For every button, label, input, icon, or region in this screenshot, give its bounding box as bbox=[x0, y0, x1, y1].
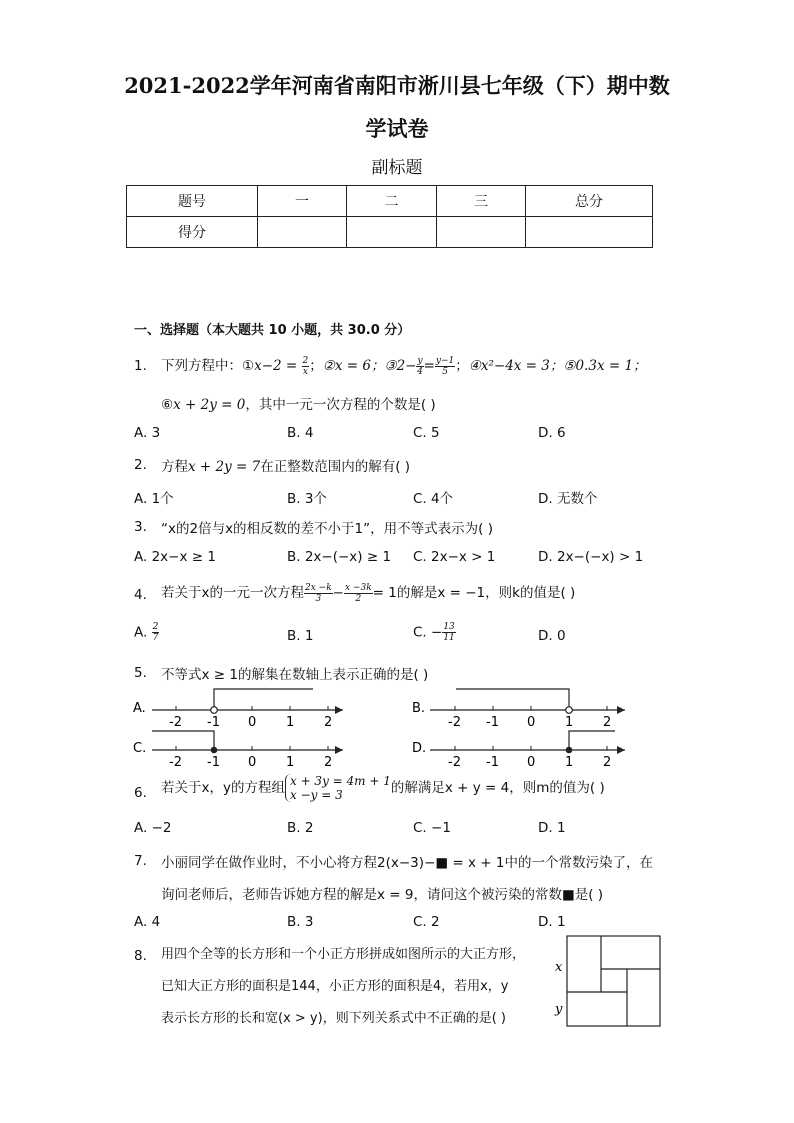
option-b[interactable]: B. 2x−(−x) ≥ 1 bbox=[287, 549, 392, 565]
option-b[interactable]: B. 1 bbox=[287, 628, 314, 644]
svg-text:2: 2 bbox=[324, 715, 333, 730]
option-d[interactable]: D. 1 bbox=[538, 914, 566, 930]
option-b-label[interactable]: B. bbox=[412, 701, 426, 716]
option-c[interactable]: C. 5 bbox=[413, 425, 440, 441]
table-cell: 总分 bbox=[526, 186, 653, 217]
option-d[interactable]: D. 6 bbox=[538, 425, 566, 441]
question-text: 下列方程中： bbox=[161, 358, 242, 374]
option-a[interactable]: A. $\frac{2}{7}$ bbox=[134, 622, 159, 643]
question-number: 7. bbox=[134, 853, 147, 869]
fraction: $\frac{2x -k}{3}$ bbox=[305, 582, 332, 604]
score-table bbox=[126, 185, 653, 248]
page-subtitle: 副标题 bbox=[371, 158, 423, 178]
svg-text:-1: -1 bbox=[207, 715, 220, 730]
question-text: 的解满足x + y = 4，则m的值为( ) bbox=[390, 780, 605, 796]
fraction: $\frac{x -3k}{2}$ bbox=[344, 582, 372, 604]
table-cell: 三 bbox=[437, 186, 526, 217]
question-number: 5. bbox=[134, 665, 147, 681]
question-6-text bbox=[161, 774, 605, 802]
question-text: 在正整数范围内的解有( ) bbox=[260, 459, 411, 475]
option-c-label[interactable]: C. bbox=[133, 741, 147, 756]
question-text: = 1的解是x = −1，则k的值是( ) bbox=[372, 585, 576, 601]
score-input-cell[interactable] bbox=[437, 217, 526, 248]
question-1-line1 bbox=[161, 354, 647, 377]
option-c[interactable]: C. 2x−x > 1 bbox=[413, 549, 496, 565]
svg-text:2: 2 bbox=[603, 755, 612, 770]
option-a[interactable]: A. −2 bbox=[134, 820, 172, 836]
svg-text:0: 0 bbox=[248, 755, 257, 770]
option-d-label[interactable]: D. bbox=[412, 741, 427, 756]
option-c[interactable]: C. 2 bbox=[413, 914, 440, 930]
fraction: $\frac{y-1}{5}$ bbox=[435, 355, 455, 377]
svg-text:0: 0 bbox=[527, 755, 536, 770]
item-mark: ⑥ bbox=[161, 397, 174, 413]
svg-text:1: 1 bbox=[565, 715, 574, 730]
option-d[interactable]: D. 无数个 bbox=[538, 491, 598, 507]
fraction: $\frac{2}{x}$ bbox=[302, 355, 309, 377]
question-text: ，其中一元一次方程的个数是( ) bbox=[245, 397, 436, 413]
option-a[interactable]: A. 1个 bbox=[134, 491, 174, 507]
question-number: 1. bbox=[134, 358, 147, 374]
option-b[interactable]: B. 3个 bbox=[287, 491, 327, 507]
question-5-text: 不等式x ≥ 1的解集在数轴上表示正确的是( ) bbox=[161, 667, 429, 683]
table-cell: 二 bbox=[347, 186, 437, 217]
question-2-text bbox=[161, 455, 410, 475]
score-input-cell[interactable] bbox=[258, 217, 347, 248]
question-number: 3. bbox=[134, 519, 147, 535]
item-mark: ① bbox=[242, 358, 255, 374]
svg-text:-2: -2 bbox=[169, 755, 182, 770]
option-a-label[interactable]: A. bbox=[133, 701, 146, 716]
svg-text:-2: -2 bbox=[448, 715, 461, 730]
question-text: 方程 bbox=[161, 459, 188, 475]
svg-text:0: 0 bbox=[527, 715, 536, 730]
option-a[interactable]: A. 3 bbox=[134, 425, 161, 441]
score-input-cell[interactable] bbox=[347, 217, 437, 248]
option-d[interactable]: D. 1 bbox=[538, 820, 566, 836]
option-a[interactable]: A. 2x−x ≥ 1 bbox=[134, 549, 216, 565]
option-d[interactable]: D. 2x−(−x) > 1 bbox=[538, 549, 644, 565]
equation-system: x + 3y = 4m + 1 x −y = 3 bbox=[285, 774, 391, 802]
option-c[interactable]: C. 4个 bbox=[413, 491, 454, 507]
number-line-b bbox=[430, 689, 625, 730]
number-line-a bbox=[152, 689, 343, 730]
svg-text:-2: -2 bbox=[169, 715, 182, 730]
score-table-header-row bbox=[127, 186, 653, 217]
section-heading: 一、选择题（本大题共 10 小题，共 30.0 分） bbox=[134, 323, 411, 338]
question-text: 若关于x，y的方程组 bbox=[161, 780, 285, 796]
svg-text:2: 2 bbox=[324, 755, 333, 770]
option-c[interactable]: C. −1 bbox=[413, 820, 451, 836]
svg-text:2: 2 bbox=[603, 715, 612, 730]
option-c[interactable]: C. − $\frac{13}{11}$ bbox=[413, 622, 455, 643]
score-table-score-row bbox=[127, 217, 653, 248]
square-figure bbox=[553, 935, 665, 1029]
question-4-text bbox=[161, 581, 575, 604]
question-number: 4. bbox=[134, 587, 147, 603]
page-title-line2: 学试卷 bbox=[365, 116, 429, 141]
question-7-line2: 询问老师后，老师告诉她方程的解是x = 9，请问这个被污染的常数■是( ) bbox=[161, 887, 604, 903]
svg-text:0: 0 bbox=[248, 715, 257, 730]
number-line-c bbox=[152, 731, 343, 770]
option-b[interactable]: B. 2 bbox=[287, 820, 314, 836]
number-line-figures bbox=[130, 685, 640, 775]
question-1-line2 bbox=[161, 393, 436, 413]
question-number: 2. bbox=[134, 457, 147, 473]
math-expr: ④x²−4x = 3； bbox=[468, 358, 564, 374]
label-y: y bbox=[555, 1002, 563, 1017]
svg-text:-1: -1 bbox=[207, 755, 220, 770]
math-expr: x + 2y = 7 bbox=[188, 459, 261, 475]
question-8-line2: 已知大正方形的面积是144，小正方形的面积是4，若用x，y bbox=[161, 979, 509, 994]
fraction: $\frac{13}{11}$ bbox=[443, 622, 455, 643]
question-number: 8. bbox=[134, 948, 147, 964]
svg-text:-2: -2 bbox=[448, 755, 461, 770]
option-b[interactable]: B. 3 bbox=[287, 914, 314, 930]
math-expr: x−2 = bbox=[254, 358, 298, 374]
question-8-line1: 用四个全等的长方形和一个小正方形拼成如图所示的大正方形， bbox=[161, 947, 526, 962]
table-cell: 得分 bbox=[127, 217, 258, 248]
separator: ； bbox=[309, 358, 323, 374]
option-d[interactable]: D. 0 bbox=[538, 628, 566, 644]
svg-text:1: 1 bbox=[565, 755, 574, 770]
option-a[interactable]: A. 4 bbox=[134, 914, 161, 930]
svg-text:1: 1 bbox=[286, 715, 295, 730]
question-text: 若关于x的一元一次方程 bbox=[161, 585, 304, 601]
svg-text:1: 1 bbox=[286, 755, 295, 770]
math-expr: x + 2y = 0 bbox=[173, 397, 246, 413]
label-x: x bbox=[555, 960, 563, 975]
math-expr: = bbox=[423, 358, 435, 374]
math-expr: ②x = 6； bbox=[322, 358, 385, 374]
svg-text:-1: -1 bbox=[486, 755, 499, 770]
table-cell: 一 bbox=[258, 186, 347, 217]
math-expr: − bbox=[332, 585, 344, 601]
score-input-cell[interactable] bbox=[526, 217, 653, 248]
question-number: 6. bbox=[134, 785, 147, 801]
fraction: $\frac{2}{7}$ bbox=[152, 622, 159, 643]
fraction: $\frac{y}{4}$ bbox=[417, 355, 423, 377]
number-line-d bbox=[430, 731, 625, 770]
math-expr: ③2− bbox=[384, 358, 417, 374]
svg-text:-1: -1 bbox=[486, 715, 499, 730]
question-8-line3: 表示长方形的长和宽(x > y)，则下列关系式中不正确的是( ) bbox=[161, 1011, 506, 1026]
separator: ； bbox=[455, 358, 469, 374]
option-b[interactable]: B. 4 bbox=[287, 425, 314, 441]
page-title-line1: 2021-2022学年河南省南阳市淅川县七年级（下）期中数 bbox=[124, 73, 670, 98]
math-expr: ⑤0.3x = 1； bbox=[563, 358, 647, 374]
table-cell: 题号 bbox=[127, 186, 258, 217]
question-7-line1: 小丽同学在做作业时，不小心将方程2(x−3)−■ = x + 1中的一个常数污染了，在 bbox=[161, 855, 653, 871]
question-3-text: “x的2倍与x的相反数的差不小于1”，用不等式表示为( ) bbox=[161, 521, 493, 537]
